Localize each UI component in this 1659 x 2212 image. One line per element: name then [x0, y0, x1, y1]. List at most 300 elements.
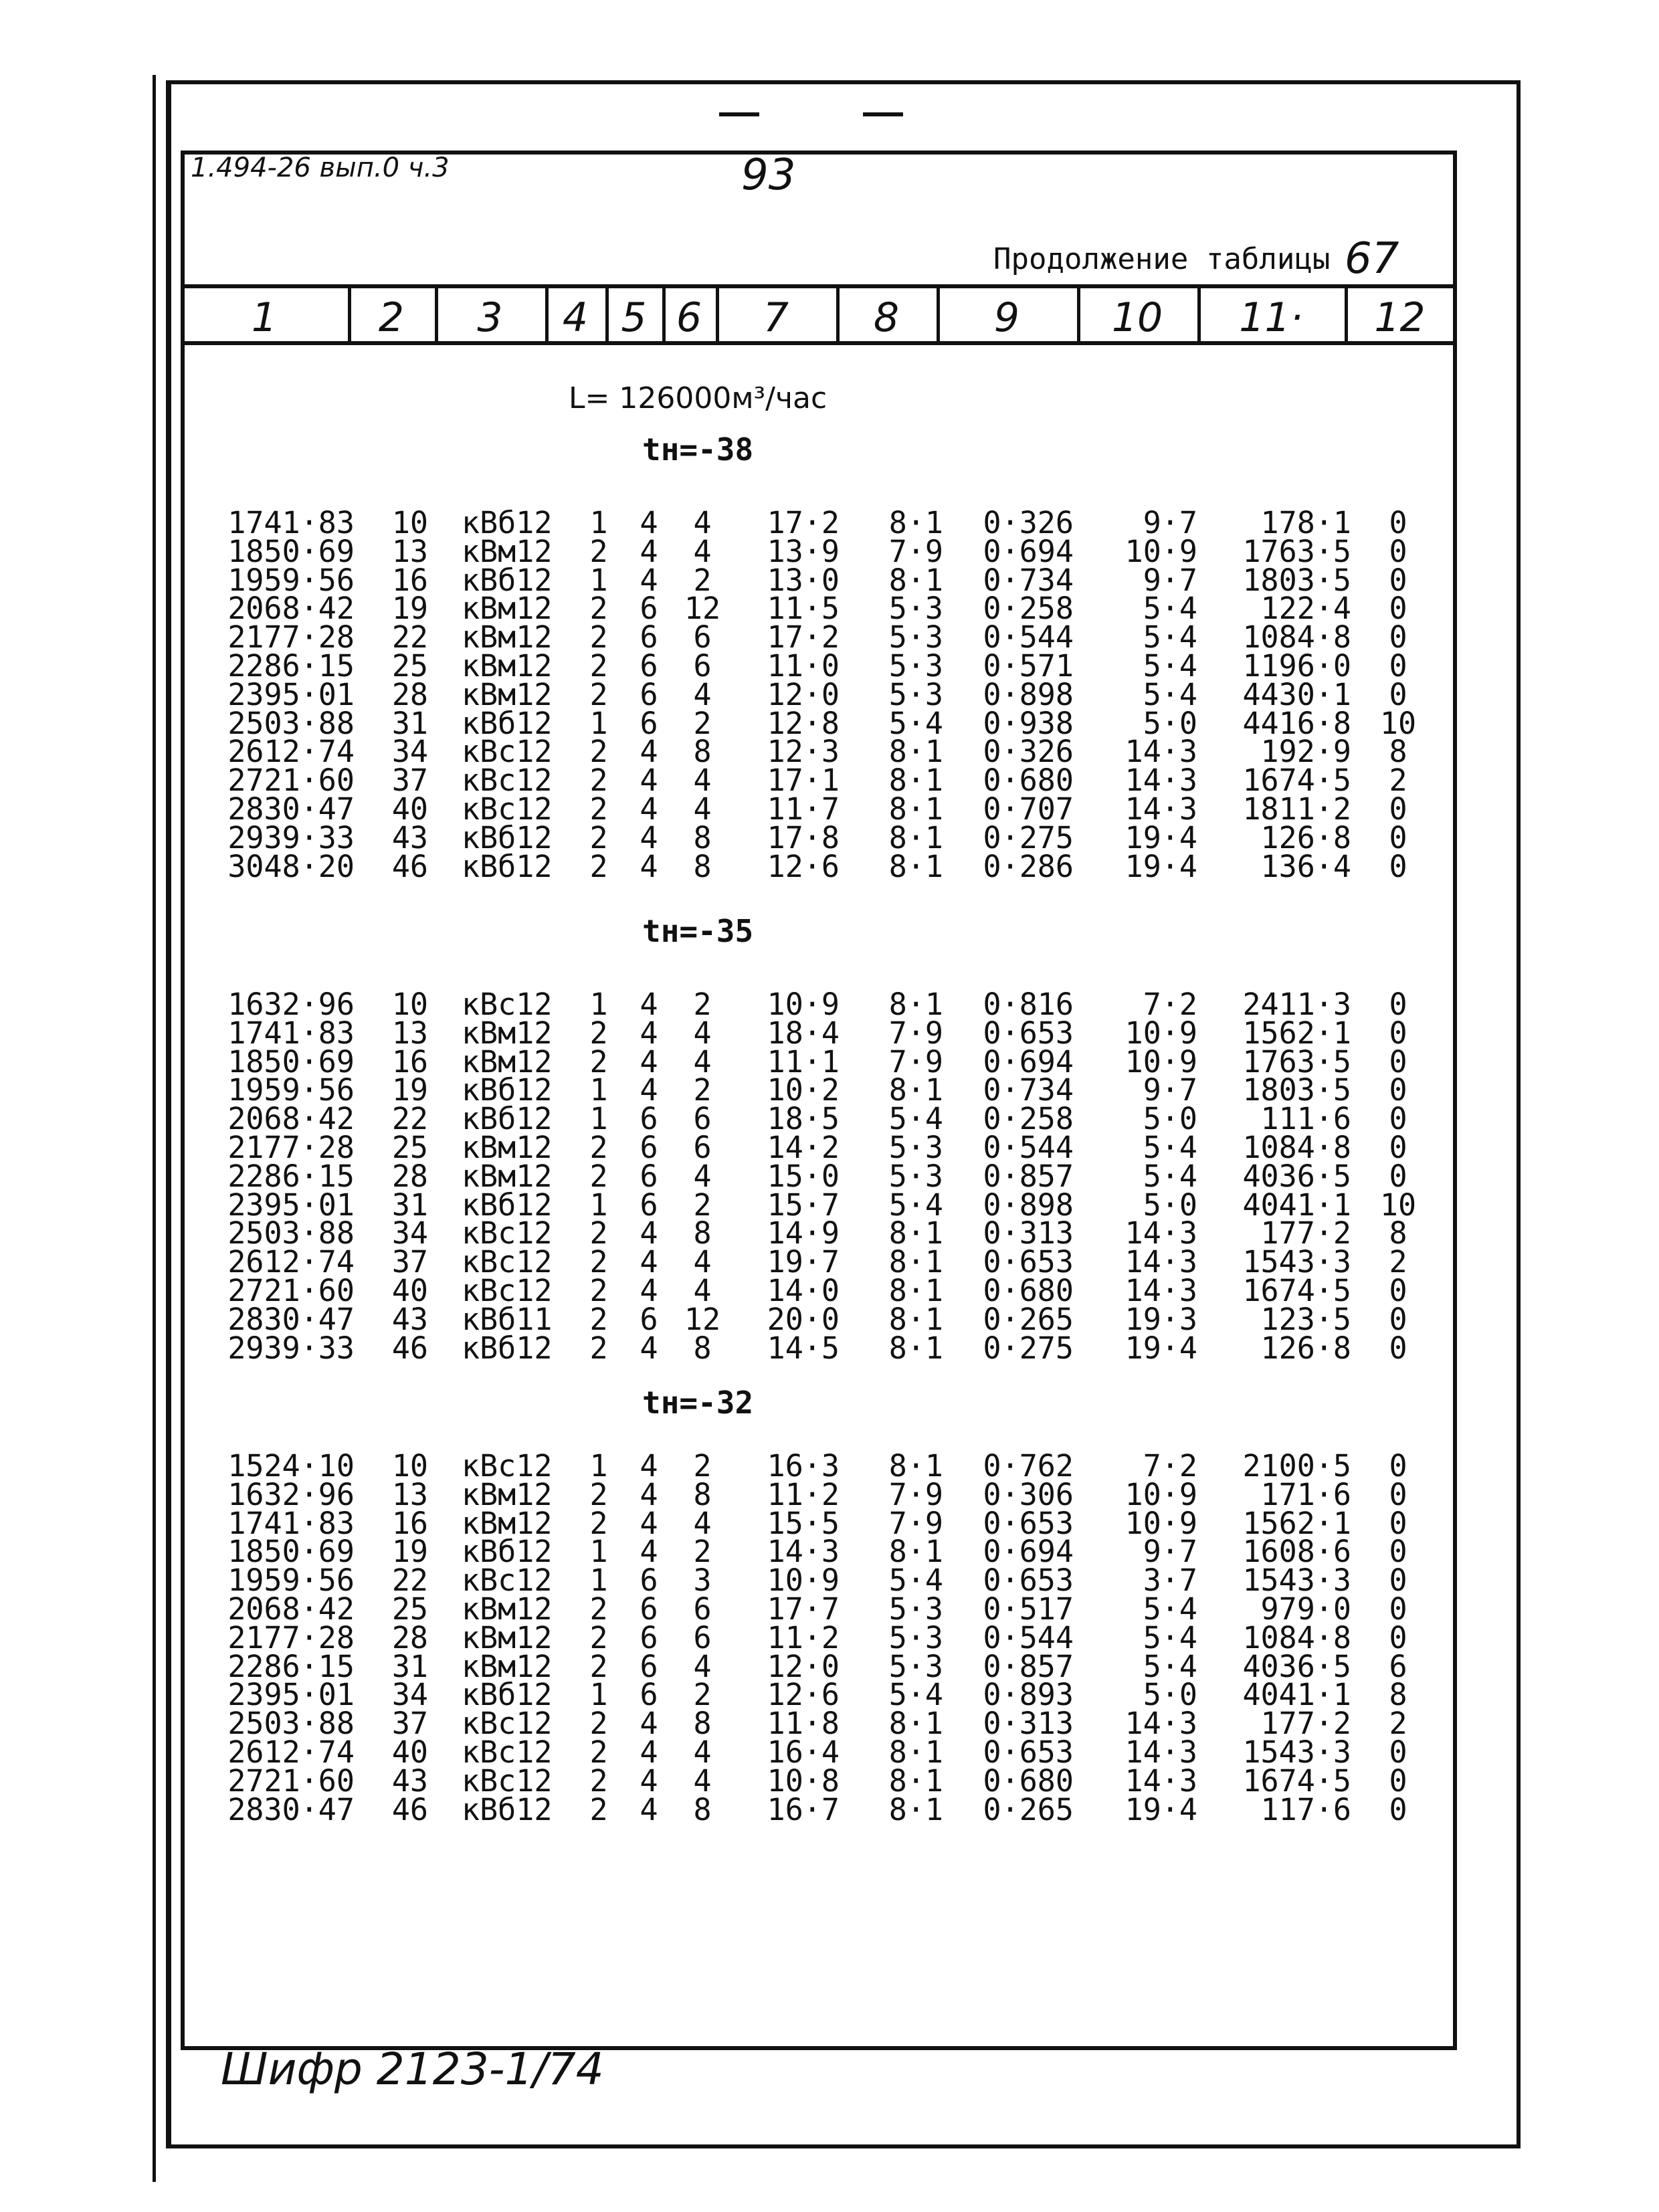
table-cell: 6 — [640, 1301, 658, 1337]
table-cell: кВм12 — [462, 1158, 553, 1194]
table-cell: 0·571 — [983, 648, 1074, 684]
table-cell: 0·680 — [983, 763, 1074, 799]
table-cell: 7·9 — [888, 1505, 943, 1541]
cipher-footer: Шифр 2123-1/74 — [221, 2043, 604, 2095]
table-cell: 2 — [589, 619, 608, 656]
table-cell: 2 — [589, 1215, 608, 1251]
table-cell: 123·5 — [1260, 1301, 1351, 1337]
table-cell: 43 — [391, 819, 428, 856]
table-cell: 0 — [1389, 1301, 1407, 1337]
table-cell: 3·7 — [1143, 1563, 1197, 1599]
table-cell: 40 — [391, 791, 428, 827]
table-cell: 5·3 — [888, 1648, 943, 1684]
table-cell: 8·1 — [888, 1301, 943, 1337]
table-cell: 34 — [391, 1677, 428, 1713]
table-cell: 0·707 — [983, 791, 1074, 827]
table-cell: 2939·33 — [227, 1330, 355, 1366]
table-cell: 2 — [589, 1791, 608, 1827]
table-cell: 8·1 — [888, 1763, 943, 1799]
table-cell: 1196·0 — [1242, 648, 1351, 684]
table-cell: 0 — [1389, 1448, 1407, 1484]
table-cell: 2 — [693, 1187, 712, 1223]
table-cell: 4 — [693, 1244, 712, 1280]
table-cell: 17·2 — [767, 505, 840, 540]
table-cell: кВс12 — [462, 734, 553, 770]
table-cell: 46 — [391, 1791, 428, 1827]
table-cell: 4 — [640, 1791, 658, 1827]
table-cell: 4 — [693, 1734, 712, 1770]
table-cell: 2 — [589, 1591, 608, 1627]
table-cell: 8·1 — [888, 1072, 943, 1108]
table-cell: 5·4 — [1143, 619, 1197, 656]
table-cell: 0 — [1389, 1015, 1407, 1051]
table-cell: кВс12 — [462, 1706, 553, 1742]
table-cell: 8·1 — [888, 1791, 943, 1827]
table-cell: 8·1 — [888, 734, 943, 770]
table-cell: 0 — [1389, 1534, 1407, 1570]
table-cell: 1 — [589, 987, 608, 1022]
table-cell: 0·734 — [983, 562, 1074, 598]
table-cell: 0·265 — [983, 1301, 1074, 1337]
table-cell: 13 — [391, 1476, 428, 1512]
table-cell: кВм12 — [462, 1130, 553, 1165]
table-cell: 1959·56 — [227, 1072, 355, 1108]
table-cell: 19·3 — [1125, 1301, 1197, 1337]
table-cell: 14·0 — [767, 1273, 840, 1308]
table-cell: 2395·01 — [227, 1677, 355, 1713]
table-cell: 0 — [1389, 1101, 1407, 1137]
table-cell: кВб12 — [462, 819, 553, 856]
table-cell: 2 — [589, 1734, 608, 1770]
table-cell: 46 — [391, 848, 428, 884]
table-cell: кВб12 — [462, 562, 553, 598]
table-cell: 11·2 — [767, 1619, 840, 1655]
table-cell: 0·286 — [983, 848, 1074, 884]
table-cell: 14·3 — [1125, 1734, 1197, 1770]
table-cell: 3048·20 — [227, 848, 355, 884]
table-cell: 4036·5 — [1242, 1648, 1351, 1684]
header-bottom-rule — [181, 341, 1457, 345]
table-cell: 6 — [693, 648, 712, 684]
table-cell: 5·4 — [1143, 1619, 1197, 1655]
table-cell: 0·694 — [983, 533, 1074, 569]
table-cell: 16·3 — [767, 1448, 840, 1484]
table-cell: 2612·74 — [227, 1734, 355, 1770]
table-cell: 1608·6 — [1242, 1534, 1351, 1570]
table-cell: кВм12 — [462, 648, 553, 684]
table-cell: 1803·5 — [1242, 562, 1351, 598]
table-cell: 2 — [693, 1677, 712, 1713]
table-cell: 4 — [693, 1648, 712, 1684]
table-cell: 2 — [693, 1072, 712, 1108]
table-cell: 14·3 — [1125, 734, 1197, 770]
table-cell: 5·4 — [888, 1187, 943, 1223]
table-cell: 1084·8 — [1242, 1619, 1351, 1655]
table-cell: кВм12 — [462, 619, 553, 656]
table-cell: 28 — [391, 1619, 428, 1655]
table-cell: 122·4 — [1260, 591, 1351, 627]
header-top-rule — [181, 284, 1457, 288]
table-cell: 9·7 — [1143, 562, 1197, 598]
table-cell: 8 — [693, 1476, 712, 1512]
table-cell: 1 — [589, 705, 608, 741]
table-cell: 1 — [589, 1187, 608, 1223]
table-cell: 4 — [640, 1072, 658, 1108]
table-cell: 7·9 — [888, 1043, 943, 1080]
section-label: tн=-35 — [642, 913, 754, 949]
table-cell: 1524·10 — [227, 1448, 355, 1484]
column-header: 9 — [993, 294, 1020, 341]
table-cell: 0 — [1389, 648, 1407, 684]
table-cell: 14·3 — [1125, 1273, 1197, 1308]
table-cell: кВб12 — [462, 1677, 553, 1713]
table-cell: 1562·1 — [1242, 1015, 1351, 1051]
table-cell: 8 — [1389, 1677, 1407, 1713]
table-cell: 6 — [640, 1563, 658, 1599]
table-cell: кВм12 — [462, 1015, 553, 1051]
table-cell: 11·0 — [767, 648, 840, 684]
table-cell: 5·0 — [1143, 1187, 1197, 1223]
table-cell: 4 — [640, 1043, 658, 1080]
table-cell: 1811·2 — [1242, 791, 1351, 827]
table-cell: 1850·69 — [227, 1043, 355, 1080]
table-cell: 0·680 — [983, 1763, 1074, 1799]
table-cell: 16 — [391, 1043, 428, 1080]
table-cell: кВс12 — [462, 763, 553, 799]
table-cell: 22 — [391, 1563, 428, 1599]
table-cell: 2721·60 — [227, 1273, 355, 1308]
table-cell: 8 — [693, 1706, 712, 1742]
table-cell: 6 — [1389, 1648, 1407, 1684]
table-row — [0, 1791, 1659, 1827]
table-cell: 4 — [640, 1273, 658, 1308]
table-cell: 0·258 — [983, 1101, 1074, 1137]
table-cell: 4 — [640, 763, 658, 799]
table-cell: 0 — [1389, 1072, 1407, 1108]
table-cell: 9·7 — [1143, 505, 1197, 540]
table-cell: 2395·01 — [227, 1187, 355, 1223]
table-cell: 19·4 — [1125, 819, 1197, 856]
table-cell: 18·5 — [767, 1101, 840, 1137]
table-cell: 25 — [391, 648, 428, 684]
table-cell: 10·9 — [1125, 1015, 1197, 1051]
table-cell: 8 — [693, 848, 712, 884]
table-cell: 34 — [391, 734, 428, 770]
table-cell: 6 — [640, 619, 658, 656]
table-cell: 5·4 — [1143, 1158, 1197, 1194]
table-cell: кВм12 — [462, 1591, 553, 1627]
table-cell: 2 — [589, 1273, 608, 1308]
table-cell: 2068·42 — [227, 1591, 355, 1627]
table-cell: 6 — [640, 591, 658, 627]
table-cell: 2 — [589, 1130, 608, 1165]
table-cell: 4 — [640, 1706, 658, 1742]
table-cell: 10·9 — [1125, 1505, 1197, 1541]
table-cell: 16 — [391, 1505, 428, 1541]
table-cell: 8·1 — [888, 1215, 943, 1251]
table-cell: кВм12 — [462, 1505, 553, 1541]
table-cell: 4041·1 — [1242, 1677, 1351, 1713]
table-cell: 2612·74 — [227, 1244, 355, 1280]
table-cell: 1 — [589, 1534, 608, 1570]
table-cell: кВб11 — [462, 1301, 553, 1337]
table-cell: кВб12 — [462, 1187, 553, 1223]
table-cell: 4 — [640, 1476, 658, 1512]
table-cell: 0 — [1389, 1619, 1407, 1655]
table-cell: 0·544 — [983, 619, 1074, 656]
table-cell: 5·3 — [888, 591, 943, 627]
table-cell: 10 — [1379, 705, 1417, 741]
table-cell: 979·0 — [1260, 1591, 1351, 1627]
table-cell: 0·544 — [983, 1619, 1074, 1655]
table-cell: 2068·42 — [227, 591, 355, 627]
table-cell: 17·7 — [767, 1591, 840, 1627]
table-cell: 2 — [589, 1763, 608, 1799]
table-cell: 4 — [640, 1505, 658, 1541]
table-cell: 4 — [693, 791, 712, 827]
table-cell: 13 — [391, 1015, 428, 1051]
table-cell: 0 — [1389, 1130, 1407, 1165]
table-cell: 2177·28 — [227, 619, 355, 656]
table-cell: 8·1 — [888, 1244, 943, 1280]
table-cell: 0·734 — [983, 1072, 1074, 1108]
table-cell: 5·3 — [888, 1158, 943, 1194]
table-cell: 8 — [1389, 734, 1407, 770]
table-cell: 8·1 — [888, 1706, 943, 1742]
table-cell: 1674·5 — [1242, 1763, 1351, 1799]
table-cell: 14·5 — [767, 1330, 840, 1366]
table-cell: 11·2 — [767, 1476, 840, 1512]
table-cell: 43 — [391, 1301, 428, 1337]
table-row — [0, 1330, 1659, 1366]
table-cell: 8 — [1389, 1215, 1407, 1251]
top-dash — [863, 112, 903, 116]
table-cell: 4 — [640, 1015, 658, 1051]
table-cell: 1763·5 — [1242, 533, 1351, 569]
table-cell: 2 — [589, 648, 608, 684]
table-cell: 14·9 — [767, 1215, 840, 1251]
table-cell: 46 — [391, 1330, 428, 1366]
table-cell: 13 — [391, 533, 428, 569]
table-cell: 1 — [589, 562, 608, 598]
table-cell: 0·653 — [983, 1244, 1074, 1280]
table-cell: 177·2 — [1260, 1215, 1351, 1251]
table-cell: кВс12 — [462, 1734, 553, 1770]
table-cell: 40 — [391, 1734, 428, 1770]
table-cell: 10·9 — [1125, 1043, 1197, 1080]
table-cell: 10 — [391, 1448, 428, 1484]
section-label: tн=-32 — [642, 1385, 754, 1421]
table-cell: 4416·8 — [1242, 705, 1351, 741]
table-cell: 2395·01 — [227, 676, 355, 712]
table-cell: 11·7 — [767, 791, 840, 827]
table-cell: 4 — [640, 819, 658, 856]
table-cell: 6 — [693, 619, 712, 656]
table-cell: 4 — [693, 1158, 712, 1194]
table-cell: кВс12 — [462, 1763, 553, 1799]
top-dash — [719, 112, 759, 116]
table-cell: 2 — [589, 819, 608, 856]
table-cell: 2177·28 — [227, 1619, 355, 1655]
section-label: tн=-38 — [642, 431, 754, 468]
table-cell: 37 — [391, 1706, 428, 1742]
table-cell: 7·9 — [888, 533, 943, 569]
table-cell: 8 — [693, 734, 712, 770]
table-cell: 4 — [640, 987, 658, 1022]
table-cell: 8·1 — [888, 763, 943, 799]
table-cell: 0·306 — [983, 1476, 1074, 1512]
table-cell: 7·9 — [888, 1015, 943, 1051]
table-cell: 20·0 — [767, 1301, 840, 1337]
table-cell: 1562·1 — [1242, 1505, 1351, 1541]
table-cell: 2 — [589, 1158, 608, 1194]
table-cell: 25 — [391, 1591, 428, 1627]
table-cell: 15·5 — [767, 1505, 840, 1541]
table-cell: 4 — [640, 1448, 658, 1484]
table-cell: 0 — [1389, 591, 1407, 627]
table-cell: 2 — [693, 987, 712, 1022]
airflow-formula: L= 126000м³/час — [569, 381, 827, 415]
table-cell: 19 — [391, 1072, 428, 1108]
table-cell: 14·3 — [1125, 1706, 1197, 1742]
table-cell: 0·544 — [983, 1130, 1074, 1165]
table-cell: кВм12 — [462, 1648, 553, 1684]
table-cell: 4 — [640, 734, 658, 770]
table-cell: 1 — [589, 505, 608, 540]
table-cell: 0·893 — [983, 1677, 1074, 1713]
table-cell: кВм12 — [462, 591, 553, 627]
table-cell: 2 — [693, 562, 712, 598]
table-cell: 14·2 — [767, 1130, 840, 1165]
table-cell: 136·4 — [1260, 848, 1351, 884]
table-cell: 19 — [391, 591, 428, 627]
table-cell: 6 — [640, 1591, 658, 1627]
table-cell: 192·9 — [1260, 734, 1351, 770]
table-cell: 171·6 — [1260, 1476, 1351, 1512]
table-cell: 0·275 — [983, 819, 1074, 856]
table-cell: 0·653 — [983, 1015, 1074, 1051]
table-cell: 5·3 — [888, 1619, 943, 1655]
table-cell: 0 — [1389, 1791, 1407, 1827]
table-cell: 6 — [640, 1677, 658, 1713]
table-cell: 19·4 — [1125, 848, 1197, 884]
table-cell: 28 — [391, 1158, 428, 1194]
table-cell: 2 — [1389, 1706, 1407, 1742]
table-cell: кВб12 — [462, 1534, 553, 1570]
table-cell: 7·2 — [1143, 987, 1197, 1022]
table-cell: 126·8 — [1260, 1330, 1351, 1366]
table-cell: 5·4 — [888, 705, 943, 741]
table-cell: 2 — [693, 1534, 712, 1570]
table-cell: 2 — [589, 1476, 608, 1512]
table-cell: 19·4 — [1125, 1791, 1197, 1827]
table-cell: 1 — [589, 1101, 608, 1137]
table-cell: 5·0 — [1143, 1677, 1197, 1713]
table-cell: 4036·5 — [1242, 1158, 1351, 1194]
table-cell: 1959·56 — [227, 562, 355, 598]
table-cell: 2 — [693, 1448, 712, 1484]
table-cell: 0 — [1389, 791, 1407, 827]
table-cell: 2830·47 — [227, 1301, 355, 1337]
table-cell: 1632·96 — [227, 987, 355, 1022]
table-cell: 0·694 — [983, 1043, 1074, 1080]
table-cell: кВм12 — [462, 676, 553, 712]
column-header: 6 — [676, 294, 702, 341]
table-cell: 4 — [693, 676, 712, 712]
table-cell: 2286·15 — [227, 1648, 355, 1684]
table-cell: 6 — [693, 1130, 712, 1165]
table-cell: 12·0 — [767, 1648, 840, 1684]
table-cell: 2 — [589, 1043, 608, 1080]
table-cell: 4 — [693, 763, 712, 799]
table-cell: 14·3 — [1125, 791, 1197, 827]
table-cell: 0 — [1389, 1591, 1407, 1627]
table-cell: 1763·5 — [1242, 1043, 1351, 1080]
table-cell: 4 — [693, 1505, 712, 1541]
column-header: 1 — [251, 294, 278, 341]
table-cell: 15·7 — [767, 1187, 840, 1223]
table-cell: 16 — [391, 562, 428, 598]
table-cell: 12 — [684, 591, 721, 627]
table-row — [0, 848, 1659, 884]
table-cell: 117·6 — [1260, 1791, 1351, 1827]
table-cell: 4 — [640, 1763, 658, 1799]
table-cell: 177·2 — [1260, 1706, 1351, 1742]
column-header: 10 — [1111, 294, 1163, 341]
table-cell: 9·7 — [1143, 1072, 1197, 1108]
table-cell: кВб12 — [462, 505, 553, 540]
table-cell: кВс12 — [462, 1563, 553, 1599]
table-cell: 4 — [693, 1273, 712, 1308]
table-cell: 0·275 — [983, 1330, 1074, 1366]
table-cell: 0·816 — [983, 987, 1074, 1022]
table-cell: 14·3 — [1125, 763, 1197, 799]
table-cell: 6 — [640, 1187, 658, 1223]
table-cell: 2411·3 — [1242, 987, 1351, 1022]
table-cell: кВб12 — [462, 1330, 553, 1366]
table-cell: 22 — [391, 619, 428, 656]
table-cell: кВб12 — [462, 848, 553, 884]
table-cell: кВс12 — [462, 1215, 553, 1251]
table-cell: 4 — [640, 1244, 658, 1280]
table-cell: 0 — [1389, 1734, 1407, 1770]
table-cell: 0·653 — [983, 1563, 1074, 1599]
table-cell: 0·653 — [983, 1505, 1074, 1541]
table-cell: 1084·8 — [1242, 619, 1351, 656]
table-cell: 12·6 — [767, 848, 840, 884]
table-cell: 5·3 — [888, 676, 943, 712]
table-cell: 43 — [391, 1763, 428, 1799]
table-cell: 1741·83 — [227, 1505, 355, 1541]
table-cell: 2 — [589, 1244, 608, 1280]
table-cell: 1959·56 — [227, 1563, 355, 1599]
table-cell: кВм12 — [462, 1043, 553, 1080]
table-cell: 12 — [684, 1301, 721, 1337]
table-cell: 4 — [693, 533, 712, 569]
table-cell: 5·4 — [888, 1677, 943, 1713]
table-cell: 1 — [589, 1563, 608, 1599]
table-cell: 2503·88 — [227, 705, 355, 741]
document-code: 1.494-26 вып.0 ч.3 — [191, 153, 450, 183]
table-cell: 0·898 — [983, 676, 1074, 712]
column-header: 2 — [378, 294, 405, 341]
table-cell: 12·8 — [767, 705, 840, 741]
table-cell: 1741·83 — [227, 1015, 355, 1051]
table-cell: 0 — [1389, 1476, 1407, 1512]
table-cell: кВс12 — [462, 1244, 553, 1280]
table-cell: 0·313 — [983, 1215, 1074, 1251]
table-cell: 25 — [391, 1130, 428, 1165]
